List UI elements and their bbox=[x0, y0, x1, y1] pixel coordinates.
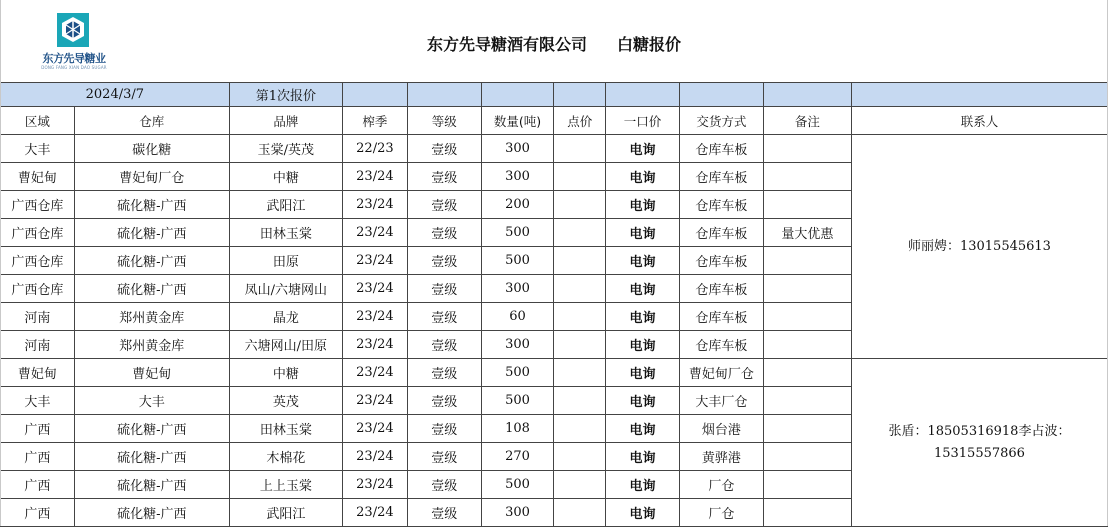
brand-cell: 田林玉棠 bbox=[229, 415, 342, 443]
delivery-cell: 烟台港 bbox=[679, 415, 763, 443]
spot-price-cell bbox=[554, 499, 606, 527]
brand-cell: 中糖 bbox=[229, 359, 342, 387]
sheet-header bbox=[0, 0, 1108, 82]
column-header: 联系人 bbox=[851, 107, 1107, 135]
table-row bbox=[1, 135, 1108, 163]
warehouse-cell: 碳化糖 bbox=[74, 135, 229, 163]
brand-cell: 田原 bbox=[229, 247, 342, 275]
season-cell: 23/24 bbox=[343, 303, 408, 331]
grade-cell: 壹级 bbox=[407, 163, 481, 191]
spot-price-cell bbox=[554, 387, 606, 415]
grade-cell: 壹级 bbox=[407, 443, 481, 471]
region-cell: 大丰 bbox=[1, 135, 75, 163]
delivery-cell: 仓库车板 bbox=[679, 135, 763, 163]
grade-cell: 壹级 bbox=[407, 415, 481, 443]
quantity-cell: 60 bbox=[481, 303, 554, 331]
table-row bbox=[1, 359, 1108, 387]
fixed-price-cell: 电询 bbox=[606, 219, 680, 247]
grade-cell: 壹级 bbox=[407, 331, 481, 359]
column-header: 点价 bbox=[554, 107, 606, 135]
region-cell: 广西 bbox=[1, 415, 75, 443]
grade-cell: 壹级 bbox=[407, 191, 481, 219]
delivery-cell: 仓库车板 bbox=[679, 191, 763, 219]
delivery-cell: 仓库车板 bbox=[679, 331, 763, 359]
quantity-cell: 500 bbox=[481, 359, 554, 387]
contact-line: 张盾：18505316918李占波： bbox=[888, 423, 1071, 439]
delivery-cell: 黄骅港 bbox=[679, 443, 763, 471]
warehouse-cell: 硫化糖-广西 bbox=[74, 499, 229, 527]
empty-cell bbox=[851, 83, 1107, 107]
brand-cell: 上上玉棠 bbox=[229, 471, 342, 499]
region-cell: 曹妃甸 bbox=[1, 163, 75, 191]
spot-price-cell bbox=[554, 191, 606, 219]
delivery-cell: 仓库车板 bbox=[679, 275, 763, 303]
warehouse-cell: 曹妃甸 bbox=[74, 359, 229, 387]
region-cell: 广西仓库 bbox=[1, 191, 75, 219]
empty-cell bbox=[679, 83, 763, 107]
region-cell: 广西 bbox=[1, 443, 75, 471]
quantity-cell: 200 bbox=[481, 191, 554, 219]
empty-cell bbox=[554, 83, 606, 107]
delivery-cell: 仓库车板 bbox=[679, 247, 763, 275]
region-cell: 河南 bbox=[1, 331, 75, 359]
logo-text: 东方先导糖业 bbox=[42, 52, 106, 65]
remark-cell bbox=[763, 331, 851, 359]
remark-cell bbox=[763, 163, 851, 191]
contact-cell: 师丽娉：13015545613 bbox=[851, 135, 1107, 359]
spot-price-cell bbox=[554, 331, 606, 359]
delivery-cell: 大丰厂仓 bbox=[679, 387, 763, 415]
quantity-cell: 500 bbox=[481, 219, 554, 247]
delivery-cell: 仓库车板 bbox=[679, 163, 763, 191]
fixed-price-cell: 电询 bbox=[606, 499, 680, 527]
header-row bbox=[1, 107, 1108, 135]
grade-cell: 壹级 bbox=[407, 275, 481, 303]
warehouse-cell: 郑州黄金库 bbox=[74, 303, 229, 331]
warehouse-cell: 硫化糖-广西 bbox=[74, 247, 229, 275]
warehouse-cell: 曹妃甸厂仓 bbox=[74, 163, 229, 191]
fixed-price-cell: 电询 bbox=[606, 359, 680, 387]
delivery-cell: 曹妃甸厂仓 bbox=[679, 359, 763, 387]
remark-cell bbox=[763, 415, 851, 443]
quantity-cell: 500 bbox=[481, 387, 554, 415]
column-header: 榨季 bbox=[343, 107, 408, 135]
grade-cell: 壹级 bbox=[407, 303, 481, 331]
quantity-cell: 500 bbox=[481, 471, 554, 499]
warehouse-cell: 硫化糖-广西 bbox=[74, 275, 229, 303]
season-cell: 23/24 bbox=[343, 359, 408, 387]
fixed-price-cell: 电询 bbox=[606, 275, 680, 303]
region-cell: 大丰 bbox=[1, 387, 75, 415]
season-cell: 23/24 bbox=[343, 471, 408, 499]
fixed-price-cell: 电询 bbox=[606, 247, 680, 275]
fixed-price-cell: 电询 bbox=[606, 387, 680, 415]
brand-cell: 武阳江 bbox=[229, 499, 342, 527]
spot-price-cell bbox=[554, 303, 606, 331]
season-cell: 23/24 bbox=[343, 499, 408, 527]
quantity-cell: 300 bbox=[481, 163, 554, 191]
region-cell: 广西仓库 bbox=[1, 247, 75, 275]
region-cell: 广西 bbox=[1, 499, 75, 527]
brand-cell: 玉棠/英茂 bbox=[229, 135, 342, 163]
remark-cell bbox=[763, 387, 851, 415]
warehouse-cell: 郑州黄金库 bbox=[74, 331, 229, 359]
remark-cell bbox=[763, 471, 851, 499]
quantity-cell: 300 bbox=[481, 275, 554, 303]
quantity-cell: 300 bbox=[481, 331, 554, 359]
warehouse-cell: 硫化糖-广西 bbox=[74, 191, 229, 219]
quantity-cell: 270 bbox=[481, 443, 554, 471]
spot-price-cell bbox=[554, 247, 606, 275]
empty-cell bbox=[407, 83, 481, 107]
brand-cell: 六塘网山/田原 bbox=[229, 331, 342, 359]
quantity-cell: 108 bbox=[481, 415, 554, 443]
spot-price-cell bbox=[554, 471, 606, 499]
season-cell: 22/23 bbox=[343, 135, 408, 163]
warehouse-cell: 大丰 bbox=[74, 387, 229, 415]
page-title bbox=[0, 32, 1108, 55]
quantity-cell: 300 bbox=[481, 499, 554, 527]
company-name: 东方先导糖酒有限公司 bbox=[426, 35, 587, 54]
column-header: 备注 bbox=[763, 107, 851, 135]
brand-cell: 武阳江 bbox=[229, 191, 342, 219]
remark-cell bbox=[763, 303, 851, 331]
column-header: 一口价 bbox=[606, 107, 680, 135]
sheet-border-left bbox=[0, 0, 1, 526]
brand-cell: 木棉花 bbox=[229, 443, 342, 471]
column-header: 品牌 bbox=[229, 107, 342, 135]
region-cell: 广西仓库 bbox=[1, 275, 75, 303]
grade-cell: 壹级 bbox=[407, 359, 481, 387]
column-header: 交货方式 bbox=[679, 107, 763, 135]
delivery-cell: 仓库车板 bbox=[679, 303, 763, 331]
season-cell: 23/24 bbox=[343, 191, 408, 219]
fixed-price-cell: 电询 bbox=[606, 471, 680, 499]
date-row bbox=[1, 83, 1108, 107]
season-cell: 23/24 bbox=[343, 247, 408, 275]
spot-price-cell bbox=[554, 443, 606, 471]
grade-cell: 壹级 bbox=[407, 219, 481, 247]
grade-cell: 壹级 bbox=[407, 387, 481, 415]
fixed-price-cell: 电询 bbox=[606, 163, 680, 191]
warehouse-cell: 硫化糖-广西 bbox=[74, 471, 229, 499]
quantity-cell: 300 bbox=[481, 135, 554, 163]
brand-cell: 中糖 bbox=[229, 163, 342, 191]
column-header: 仓库 bbox=[74, 107, 229, 135]
warehouse-cell: 硫化糖-广西 bbox=[74, 219, 229, 247]
remark-cell bbox=[763, 359, 851, 387]
empty-cell bbox=[606, 83, 680, 107]
spot-price-cell bbox=[554, 163, 606, 191]
delivery-cell: 厂仓 bbox=[679, 471, 763, 499]
spot-price-cell bbox=[554, 135, 606, 163]
region-cell: 河南 bbox=[1, 303, 75, 331]
empty-cell bbox=[763, 83, 851, 107]
remark-cell bbox=[763, 135, 851, 163]
brand-cell: 田林玉棠 bbox=[229, 219, 342, 247]
column-header: 等级 bbox=[407, 107, 481, 135]
quote-date: 2024/3/7 bbox=[1, 83, 230, 107]
quote-subject: 白糖报价 bbox=[617, 35, 682, 54]
season-cell: 23/24 bbox=[343, 387, 408, 415]
grade-cell: 壹级 bbox=[407, 471, 481, 499]
grade-cell: 壹级 bbox=[407, 247, 481, 275]
contact-cell bbox=[851, 359, 1107, 527]
contact-line: 15315557866 bbox=[933, 445, 1025, 461]
remark-cell bbox=[763, 247, 851, 275]
region-cell: 广西 bbox=[1, 471, 75, 499]
column-header: 数量(吨) bbox=[481, 107, 554, 135]
empty-cell bbox=[481, 83, 554, 107]
grade-cell: 壹级 bbox=[407, 499, 481, 527]
grade-cell: 壹级 bbox=[407, 135, 481, 163]
remark-cell bbox=[763, 443, 851, 471]
season-cell: 23/24 bbox=[343, 415, 408, 443]
season-cell: 23/24 bbox=[343, 275, 408, 303]
season-cell: 23/24 bbox=[343, 331, 408, 359]
delivery-cell: 仓库车板 bbox=[679, 219, 763, 247]
remark-cell bbox=[763, 191, 851, 219]
spot-price-cell bbox=[554, 415, 606, 443]
warehouse-cell: 硫化糖-广西 bbox=[74, 443, 229, 471]
quote-round: 第1次报价 bbox=[229, 83, 342, 107]
fixed-price-cell: 电询 bbox=[606, 331, 680, 359]
remark-cell: 量大优惠 bbox=[763, 219, 851, 247]
season-cell: 23/24 bbox=[343, 163, 408, 191]
quantity-cell: 500 bbox=[481, 247, 554, 275]
fixed-price-cell: 电询 bbox=[606, 415, 680, 443]
column-header: 区域 bbox=[1, 107, 75, 135]
season-cell: 23/24 bbox=[343, 219, 408, 247]
spot-price-cell bbox=[554, 359, 606, 387]
fixed-price-cell: 电询 bbox=[606, 443, 680, 471]
spot-price-cell bbox=[554, 219, 606, 247]
season-cell: 23/24 bbox=[343, 443, 408, 471]
fixed-price-cell: 电询 bbox=[606, 303, 680, 331]
warehouse-cell: 硫化糖-广西 bbox=[74, 415, 229, 443]
brand-cell: 凤山/六塘网山 bbox=[229, 275, 342, 303]
remark-cell bbox=[763, 275, 851, 303]
region-cell: 广西仓库 bbox=[1, 219, 75, 247]
empty-cell bbox=[343, 83, 408, 107]
brand-cell: 晶龙 bbox=[229, 303, 342, 331]
spot-price-cell bbox=[554, 275, 606, 303]
logo-subtext: DONG FANG XIAN DAO SUGAR bbox=[41, 65, 107, 70]
remark-cell bbox=[763, 499, 851, 527]
fixed-price-cell: 电询 bbox=[606, 191, 680, 219]
price-quote-table bbox=[0, 82, 1108, 527]
brand-cell: 英茂 bbox=[229, 387, 342, 415]
fixed-price-cell: 电询 bbox=[606, 135, 680, 163]
region-cell: 曹妃甸 bbox=[1, 359, 75, 387]
delivery-cell: 厂仓 bbox=[679, 499, 763, 527]
